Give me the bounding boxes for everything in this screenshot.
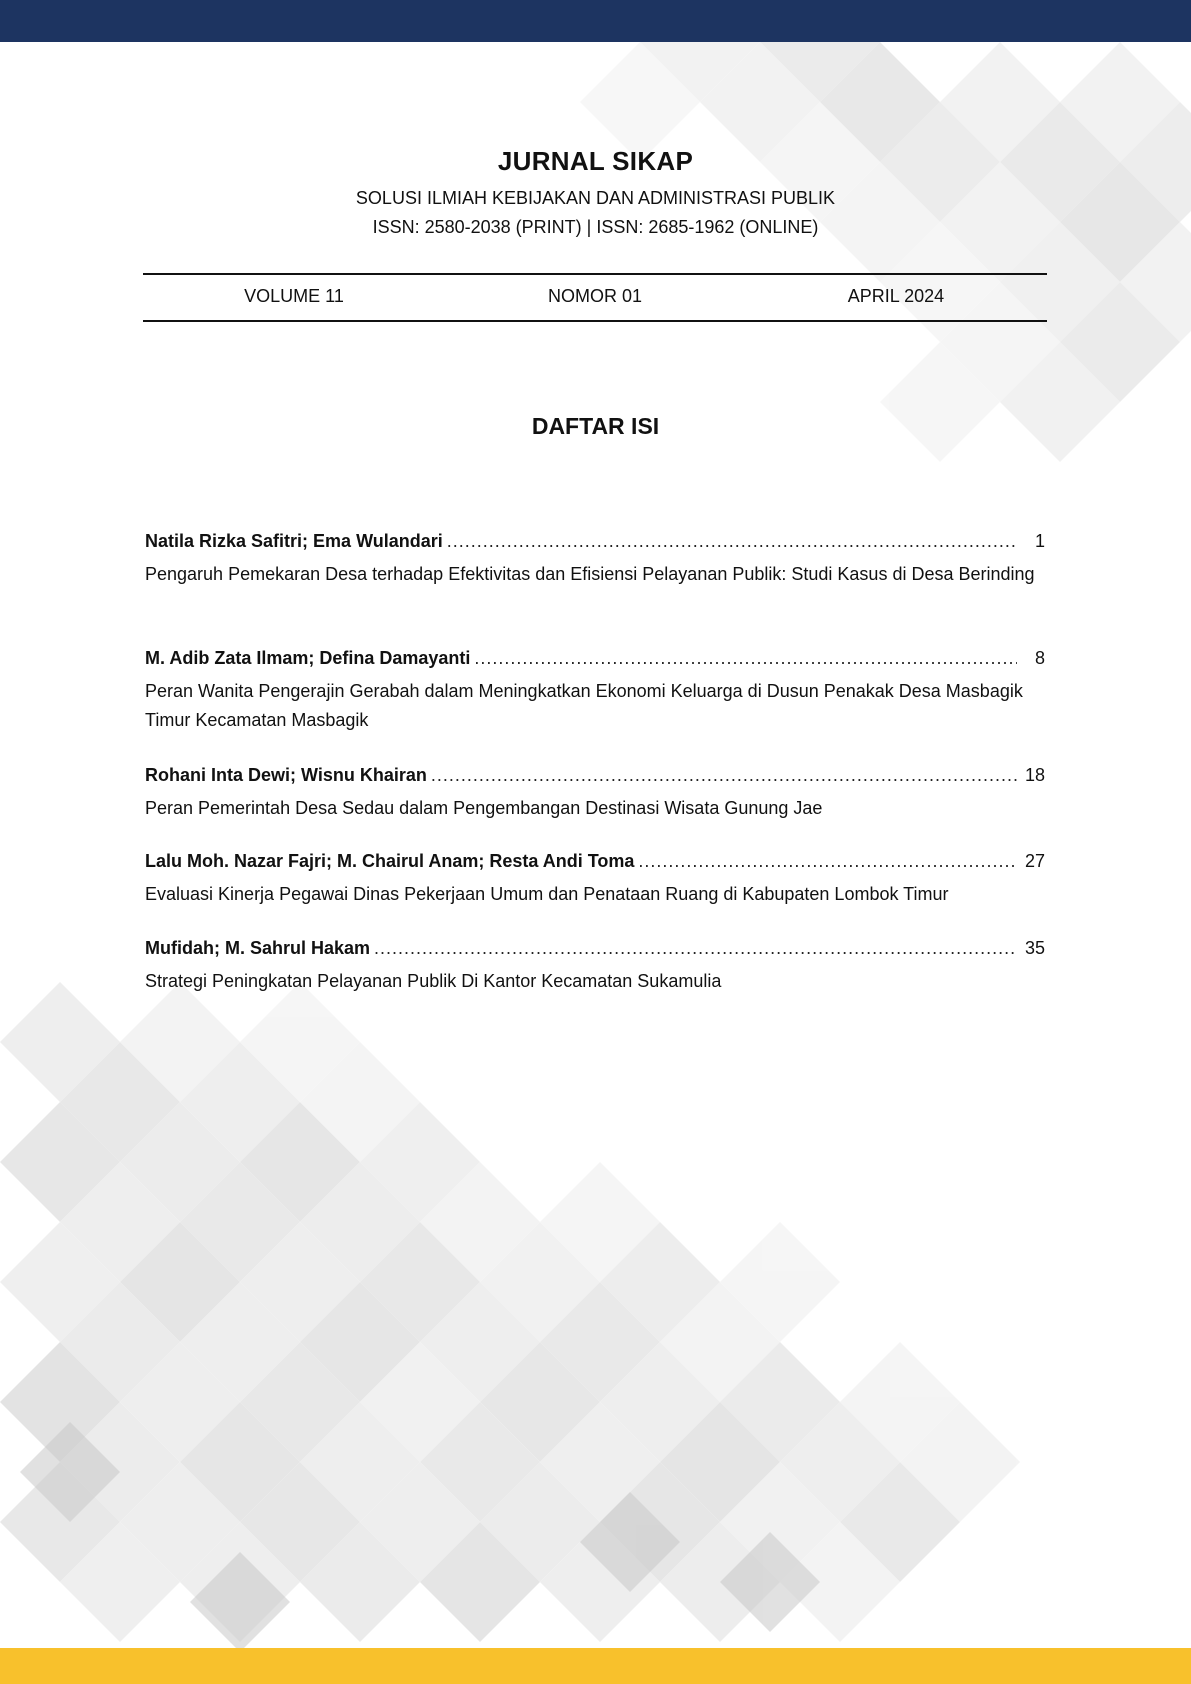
issue-number: NOMOR 01 xyxy=(547,286,643,306)
issue-rule-top xyxy=(143,273,1047,275)
issue-date: APRIL 2024 xyxy=(847,286,945,306)
toc-authors: Mufidah; M. Sahrul Hakam xyxy=(145,938,371,958)
toc-dot-leader xyxy=(447,531,1017,552)
toc-page-number: 1 xyxy=(1034,531,1045,551)
toc-authors: Natila Rizka Safitri; Ema Wulandari xyxy=(145,531,443,551)
journal-subtitle: SOLUSI ILMIAH KEBIJAKAN DAN ADMINISTRASI PUBLIK xyxy=(355,188,836,208)
journal-title: JURNAL SIKAP xyxy=(497,146,694,176)
toc-dot-leader xyxy=(638,851,1017,872)
toc-page-number: 8 xyxy=(1034,648,1045,668)
toc-author-line xyxy=(145,765,1045,793)
toc-page-number: 35 xyxy=(1024,938,1045,958)
toc-dot-leader xyxy=(474,648,1017,669)
toc-author-line xyxy=(145,531,1045,559)
toc-author-line xyxy=(145,938,1045,966)
toc-article-title: Strategi Peningkatan Pelayanan Publik Di Kantor Kecamatan Sukamulia xyxy=(145,971,722,991)
toc-entry[interactable] xyxy=(145,938,1045,996)
toc-dot-leader xyxy=(374,938,1017,959)
toc-entry[interactable] xyxy=(145,648,1045,735)
journal-issn: ISSN: 2580-2038 (PRINT) | ISSN: 2685-1962 (ONLINE) xyxy=(372,217,819,237)
toc-author-line xyxy=(145,648,1045,676)
toc-article-title: Evaluasi Kinerja Pegawai Dinas Pekerjaan Umum dan Penataan Ruang di Kabupaten Lombok Timur xyxy=(145,884,949,904)
toc-authors: M. Adib Zata Ilmam; Defina Damayanti xyxy=(145,648,471,668)
toc-article-title: Pengaruh Pemekaran Desa terhadap Efektivitas dan Efisiensi Pelayanan Publik: Studi Kasus di Desa Berinding xyxy=(145,564,1035,584)
toc-article-title: Peran Wanita Pengerajin Gerabah dalam Meningkatkan Ekonomi Keluarga di Dusun Penakak Desa Masbagik Timur Kecamatan Masbagik xyxy=(145,681,1023,730)
toc-entry[interactable] xyxy=(145,851,1045,909)
issue-volume: VOLUME 11 xyxy=(244,286,344,306)
toc-entry[interactable] xyxy=(145,531,1045,589)
issue-rule-bottom xyxy=(143,320,1047,322)
toc-article-title: Peran Pemerintah Desa Sedau dalam Pengembangan Destinasi Wisata Gunung Jae xyxy=(145,798,823,818)
toc-page-number: 27 xyxy=(1024,851,1045,871)
background-diamond-pattern xyxy=(0,42,1191,1648)
bottom-color-band xyxy=(0,1648,1191,1684)
toc-heading: DAFTAR ISI xyxy=(531,413,660,439)
toc-page-number: 18 xyxy=(1024,765,1045,785)
toc-entry[interactable] xyxy=(145,765,1045,823)
toc-authors: Lalu Moh. Nazar Fajri; M. Chairul Anam; Resta Andi Toma xyxy=(145,851,635,871)
toc-dot-leader xyxy=(431,765,1017,786)
top-color-band xyxy=(0,0,1191,42)
toc-author-line xyxy=(145,851,1045,879)
toc-authors: Rohani Inta Dewi; Wisnu Khairan xyxy=(145,765,427,785)
